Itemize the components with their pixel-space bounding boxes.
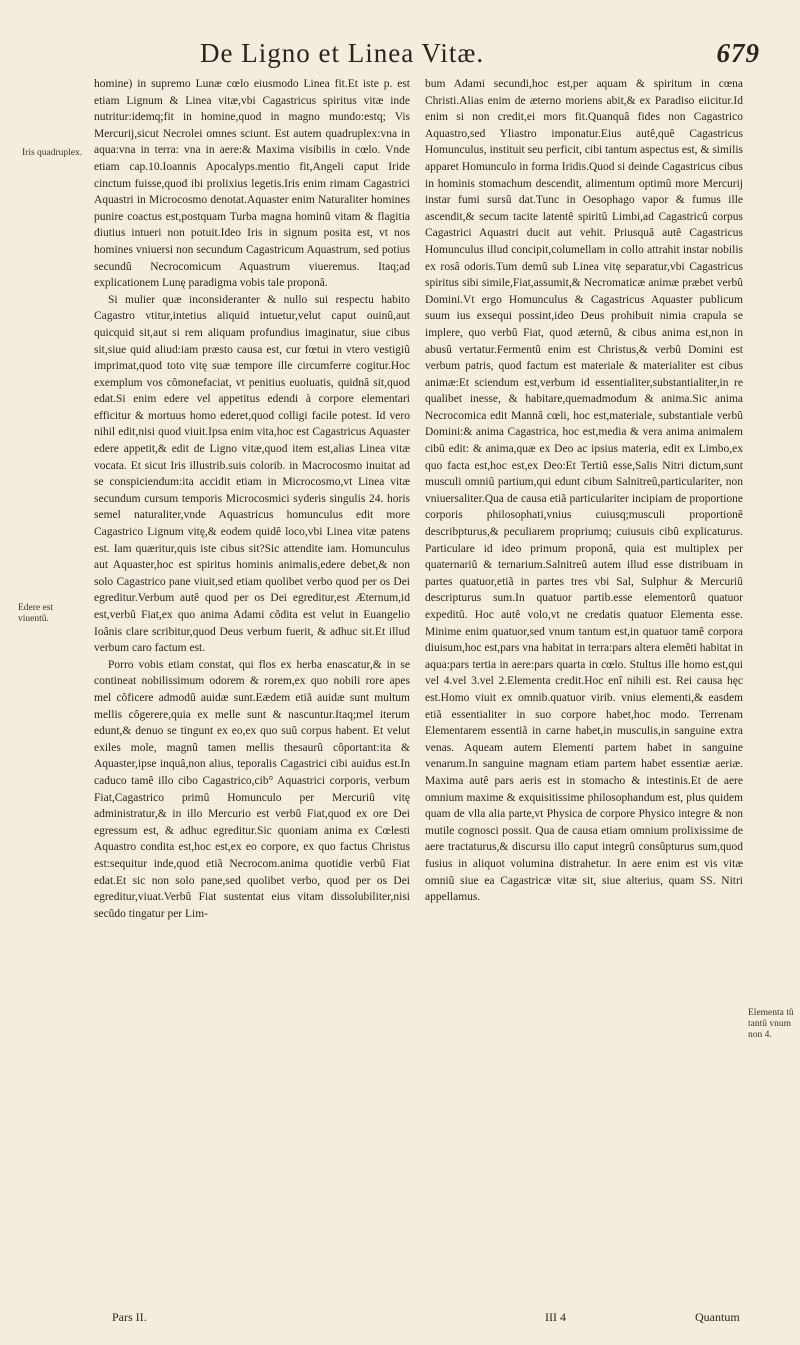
left-column [94,76,410,1291]
signature-mark: III 4 [545,1310,566,1324]
right-column [425,76,743,1291]
margin-note-edere: Edere est viuentû. [18,603,54,624]
left-catchword: Pars II. [112,1310,147,1324]
page-number: 679 [716,38,760,68]
paragraph: homine) in supremo Lunæ cœlo eiusmodo Linea fit.Et iste p. est etiam Lignum & Linea vitæ,vbi Cagastricus spiritus vitæ inde nutritur:idemq;fit in homine,quod in magno mundo:estq; Vis Mercurij,sicut Necrolei omnes sciunt. Est autem quadruplex:vna in aqua:vna in terra: vna in aere:& Maxima visibilis in cœlo. Vnde etiam cap.10.Ioannis Apocalyps.mentio fit,Angeli caput Iride cinctum fuisse,quod ibi prolixius legetis.Iris enim rimam Cagastrici Aquastri in Microcosmo denotat.Aquaster enim Naturaliter homines punire coactus est,postquam Turba magna hominû vitam & flagitia diutius intueri non potuit.Ideo Iris in signum posita est, vt nos homines vniuersi non secundum Cagastricum Aquastrum, sed potius secundû Necrocomicum Aquastrum viueremus. Itaq;ad explicationem Lunę paradigma vobis tale proponâ. [94,78,410,290]
paragraph: Si mulier quæ inconsideranter & nullo sui respectu habito Cagastro vtitur,intetius aliquid intuetur,velut caput ouinû,aut quicquid sit,aut si rem aliquam profundius imaginatur, siue cibus sit,siue quid aliud:iam præsto causa est, cur fœtui in vtero vestigiû imprimat,quod toto vitę suæ tempore ille circumferre cogitur.Hoc exemplum vos cômonefaciat, vt penitius euoluatis, quidnâ sit,quod edat.Si enim edere vel appetitus edendi à corpore elementari efficitur & mortuus homo ederet,quod colligi facile potest. Id vero nihil edit,nisi quod viuit.Ipsa enim vita,hoc est Cagastricus Aquaster edere appetit,& edit de Ligno vitæ,quod item est,alias Linea vitæ vocata. Et sicut Iris illustrib.suis colorib. in Macrocosmo inuitat ad se conspiciendum:ita accidit etiam in Microcosmo,vt Linea vitæ secundum cursum temporis Microcosmici syderis singulis 24. horis semel naturaliter,vnde Aquastricus homunculus edit more Cagastrico Lignum vitę,& eodem quidê loco,vbi Linea vitæ patens est. Iam quæritur,quis iste cibus sit?Sic attendite iam. Homunculus aut Aquaster,hoc est spiritus hominis animalis,edere debet,& non solo Cagastrico pane viuit,sed etiam quolibet verbo quod per os Dei egreditur.Verbum autê quod per os Dei egreditur,est Æternum,id est,verbû Fiat,ex quo anima Adami côdita est velut in Euangelio Ioânis clare scribitur,quod Deus verbum fuerit, & adhuc sit.Et illud verbum caro factum est. [94,293,410,655]
paragraph: bum Adami secundi,hoc est,per aquam & spiritum in cœna Christi.Alias enim de æterno moriens abit,& ex Paradiso eiicitur.Id enim si non credit,ei mors fit.Quanquâ fides non Cagastrico Aquastro,sed Yliastro imponatur.Eius autê,quê Cagastricus Homunculus, instituit seu perficit, cibi tantum aspectus est, & similis apparet Homunculo in forma Iridis.Quod si deinde Cagastricus cibus in hominis stomachum descendit, alimentum optimû more Mercurij instar fumi sursû dat.Tunc in Oesophago vapor & fumus ille ascendit,& secum tacite latentê spiritû Limbi,ad Cagastricû corpus Cagastrici Aquastri ducit aut vehit. Priusquâ autê Cagastricus Homunculus illud concipit,columellam in collo attrahit instar nobilis ex rosâ odoris.Tum demû sub Linea vitę separatur,vbi Cagastricus spiritus sibi simile,Fiat,assumit,& Necromaticæ animæ præbet verbû Domini.Vt ergo Homunculus & Cagastricus Aquaster publicum suum ius exsequi possint,ideo Deus prohibuit nimia crapula se implere, quo verbû Fiat, quod æternû, & cibus anima est,non in abusû vertatur.Fermentû enim est Christus,& verbû Domini est verbum patris, quod factum est materiale & materialiter est cibus animæ:Et sciendum est,verbum id essentialiter,substantialiter,in re qualibet inesse, & habitare,quemadmodum & anima.Sic anima Necrocomica edit Mannâ cœli, hoc est,materiale, substantiale verbû Domini:& anima Cagastrica, hoc est,media & vera anima animalem cibû edit: & anima,quæ ex Deo ac ipsius materia, edit ex Limbo,ex quo facta est,hoc est,ex Deo:Et Tertiû esse,Salis Nitri dictum,sunt musculi omniû partium,qui edunt cibum Salnitreû,particulariter, non vniuersaliter.Qua de causa etiã particulariter incipiam de proportione corporis philosophati,vnius cuiusq;musculi proportionê describpturus,& peculiarem propriumq; cuiusuis cibû explicaturus. Particulare id ideo primum proponâ, quia est multiplex per quaternariû & ternarium.Salnitreû autem illud esse distribuam in partes quatuor,etiã in partes tres vbi Sal, Sulphur & Mercuriû descripturus sum.In quatuor partib.esse elementorû quatuor expeditû. Hoc autê volo,vt ne credatis quatuor Elementa esse. Minime enim quatuor,sed vnum tantum est,in quatuor tamê corpora diuisum,hoc est,pars vna habitat in terra:pars altera elemêti habitat in aqua:pars tertia in aere:pars quarta in cœlo. Stultus ille homo est,qui vel 4.vel 3.vel 2.Elementa credit.Hoc enî nihili est. Rei causa hęc est.Homo viuit ex omnib.quatuor virib. vnius elementi,& easdem etiã essentialiter in suo corpore habet,hoc modo. Terrenam Elementarem essentiã in carne habet,in musculis,in sanguine extra venas. Aqueam autem Elementi partem habet in sanguine venarum.In sanguine magnam etiam partem habet essentiæ aeriæ. Maxima autê pars aeris est in stomacho & intestinis.Et de aere omnium maxime & exquisitissime philosophandum est, plus quidem quam de vlla alia parte,vt Physica de corpore Physico integre & non mutile cognosci possit. Qua de causa etiam omnium prolixissime de aere tractaturus,& discursu illo caput integrû consûpturus sum,quod fusius in aliquot volumina distrahetur. In aere enim est vis vitæ omniû siue ea Cagastricæ vitæ sit, siue alterius, quam SS. Nitri appellamus. [425,78,743,904]
page-title: De Ligno et Linea Vitæ. [200,38,485,68]
paragraph: Porro vobis etiam constat, qui flos ex herba enascatur,& in se contineat nobilissimum odorem & rorem,ex quo nobili rore apes mel côficere admodû auidæ sunt.Eædem etiã auidæ sunt multum mellis côgerere,quia ex melle sunt & nascuntur.Itaq;mel iterum edunt,& denuo se tingunt ex eo,ex quo suû corpus habent. Et velut exiles mole, magnû tamen mellis thesaurû côportant:ita & Aquaster,ipse inquâ,non alius, teporalis Cagastrici cibi auidus est.In caduco tamê illo cibo Cagastrico,cib° Aquastrici corporis, verbum Fiat,Cagastrico primû Homunculo per Mercuriû vitę administratur,& in illo Mercurio est verbû Fiat,quod ex ore Dei egressum est, & adhuc egreditur.Sic quoniam anima ex Cœlesti Aquastro condita est,hoc est,ex eo corpore, ex quo factus Christus est:sequitur inde,quod etiã Necrocom.anima quotidie verbû Fiat edat.Et sic non solo pane,sed quolibet verbo, quod per os Dei egreditur,viuat.Verbû Fiat sustentat eius vitam dissolubiliter,nisi secûdo tingatur per Lim- [94,658,410,920]
running-head [200,38,760,72]
right-catchword: Quantum [695,1310,740,1324]
margin-note-iris: Iris quadruplex. [22,148,83,158]
margin-note-elementa: Elementa tû tantû vnum non 4. [748,1008,794,1040]
